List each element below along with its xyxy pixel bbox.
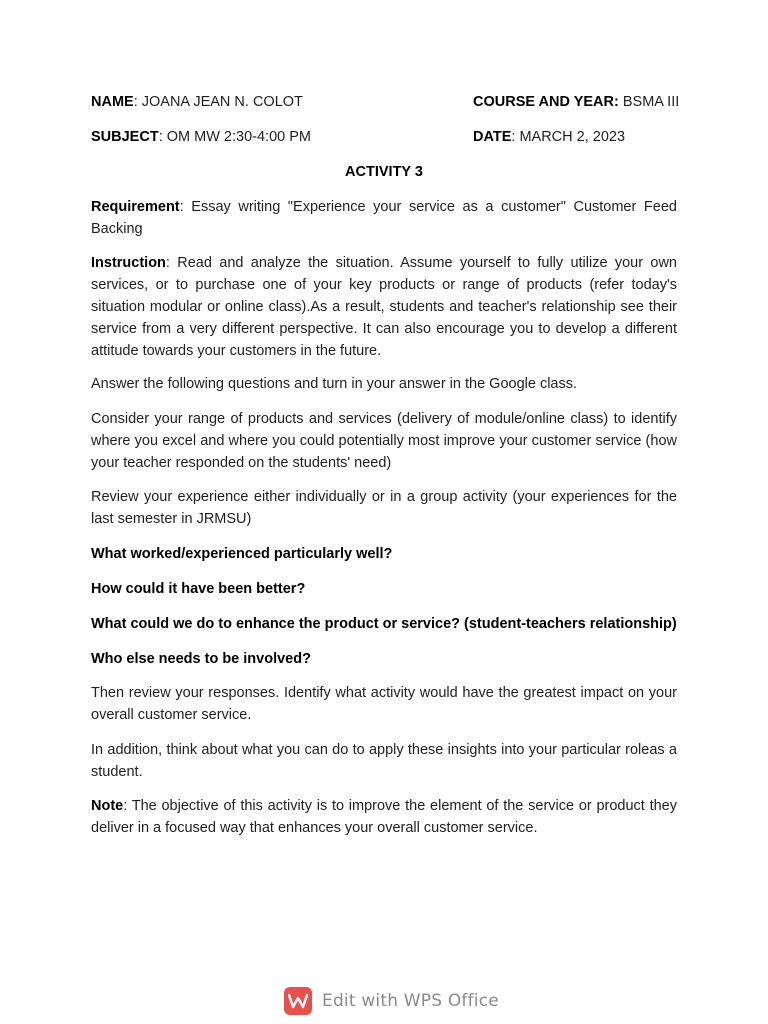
note-text: : The objective of this activity is to improve the element of the service or product they deliver in a focused way that enhances your overall customer service. <box>91 798 677 836</box>
requirement-text: : Essay writing "Experience your service as a customer" Customer Feed Backing <box>91 199 677 237</box>
wps-edit-banner[interactable] <box>284 985 499 1017</box>
course-field <box>473 91 679 113</box>
wps-w-glyph-icon <box>288 993 308 1009</box>
wps-logo-icon[interactable] <box>284 987 312 1015</box>
name-value: : JOANA JEAN N. COLOT <box>133 94 303 110</box>
page-title: ACTIVITY 3 <box>345 164 423 180</box>
note-paragraph <box>91 795 677 839</box>
header-row-1 <box>91 91 680 113</box>
course-value: BSMA III <box>618 94 680 110</box>
name-label: NAME <box>91 94 134 110</box>
wps-edit-label[interactable]: Edit with WPS Office <box>322 991 499 1011</box>
in-addition-paragraph: In addition, think about what you can do to apply these insights into your particular roleas a student. <box>91 742 677 780</box>
question-3: What could we do to enhance the product or service? (student-teachers relationship) <box>91 616 677 632</box>
note-label: Note <box>91 798 124 814</box>
question-2: How could it have been better? <box>91 581 306 597</box>
subject-label: SUBJECT <box>91 129 159 145</box>
review-paragraph: Review your experience either individually or in a group activity (your experiences for the last semester in JRMSU) <box>91 489 677 527</box>
then-review-paragraph: Then review your responses. Identify what activity would have the greatest impact on your overall customer service. <box>91 685 677 723</box>
date-value: : MARCH 2, 2023 <box>511 129 626 145</box>
date-label: DATE <box>473 129 512 145</box>
instruction-text: : Read and analyze the situation. Assume yourself to fully utilize your own services, or to purchase one of your key products or range of products (refer today's situation modular or online class).As a result, students and teacher's relationship see their service from a very different perspective. It can also encourage you to develop a different attitude towards your customers in the future. <box>91 255 677 359</box>
requirement-paragraph <box>91 196 677 240</box>
answer-paragraph: Answer the following questions and turn in your answer in the Google class. <box>91 376 578 392</box>
name-field <box>91 91 303 113</box>
subject-field <box>91 126 311 148</box>
question-4: Who else needs to be involved? <box>91 651 311 667</box>
requirement-label: Requirement <box>91 199 180 215</box>
subject-value: : OM MW 2:30-4:00 PM <box>158 129 311 145</box>
header-row-2 <box>91 126 677 148</box>
instruction-label: Instruction <box>91 255 166 271</box>
course-label: COURSE AND YEAR: <box>473 94 619 110</box>
consider-paragraph: Consider your range of products and services (delivery of module/online class) to identify where you excel and where you could potentially most improve your customer service (how your teacher responded on the students' need) <box>91 411 677 471</box>
date-field <box>473 126 625 148</box>
instruction-paragraph <box>91 252 677 362</box>
question-1: What worked/experienced particularly well? <box>91 546 393 562</box>
